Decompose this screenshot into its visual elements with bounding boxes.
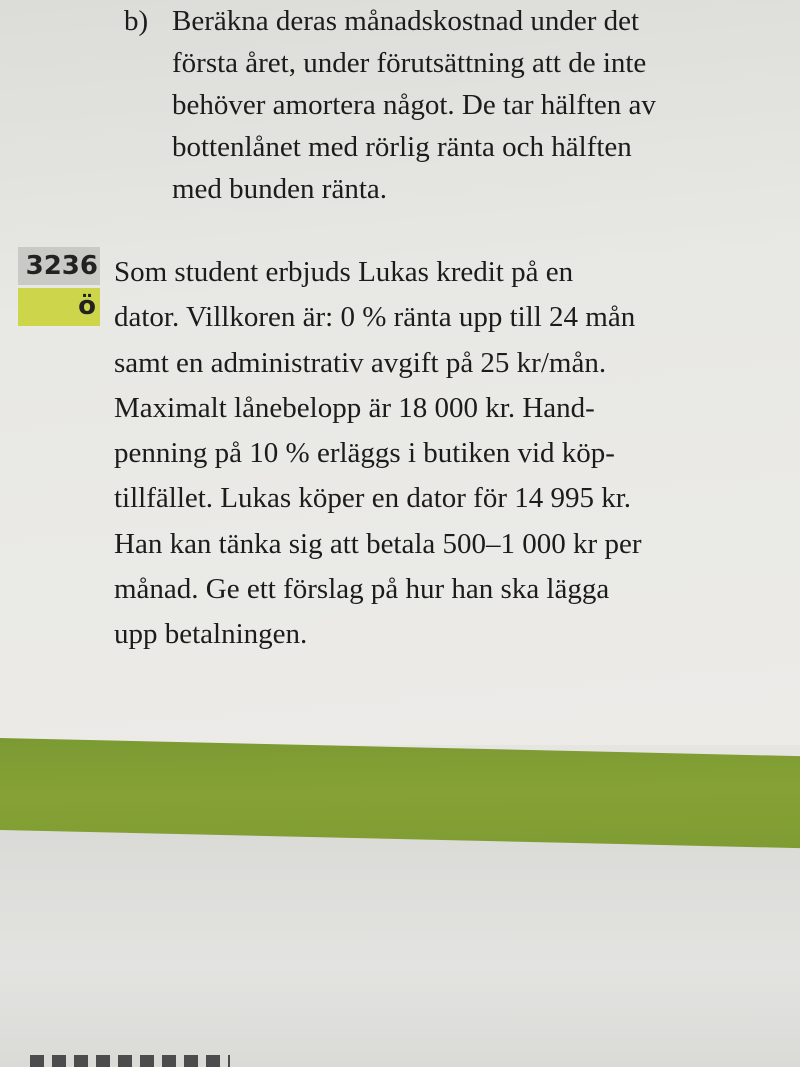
text-line: upp betalningen.	[114, 618, 308, 651]
section-divider-band	[0, 738, 800, 848]
part-b-marker: b)	[124, 5, 149, 37]
difficulty-level-badge	[18, 288, 100, 326]
text-line: tillfället. Lukas köper en dator för 14 995 kr.	[114, 482, 632, 515]
text-line: samt en administrativ avgift på 25 kr/mån.	[114, 346, 607, 379]
text-line: Han kan tänka sig att betala 500–1 000 kr per	[114, 527, 642, 560]
text-line: månad. Ge ett förslag på hur han ska lägga	[114, 573, 610, 606]
text-line: Som student erbjuds Lukas kredit på en	[114, 256, 574, 288]
page-bottom-area	[0, 815, 800, 1067]
problem-number: 3236	[25, 251, 98, 281]
problem-text	[114, 250, 794, 658]
text-line: bottenlånet med rörlig ränta och hälften	[172, 131, 632, 163]
text-line: dator. Villkoren är: 0 % ränta upp till 24 mån	[114, 301, 636, 334]
text-line: behöver amortera något. De tar hälften av	[172, 89, 656, 121]
text-line: med bunden ränta.	[172, 173, 388, 205]
problem-number-badge	[18, 247, 100, 285]
difficulty-level: ö	[78, 291, 96, 321]
text-line: Maximalt lånebelopp är 18 000 kr. Hand-	[114, 391, 595, 424]
cut-off-text	[30, 1055, 230, 1067]
text-line: Beräkna deras månadskostnad under det	[172, 5, 640, 37]
text-line: penning på 10 % erläggs i butiken vid köp-	[114, 437, 615, 470]
text-line: första året, under förutsättning att de inte	[172, 47, 647, 79]
part-b-text	[172, 0, 782, 210]
